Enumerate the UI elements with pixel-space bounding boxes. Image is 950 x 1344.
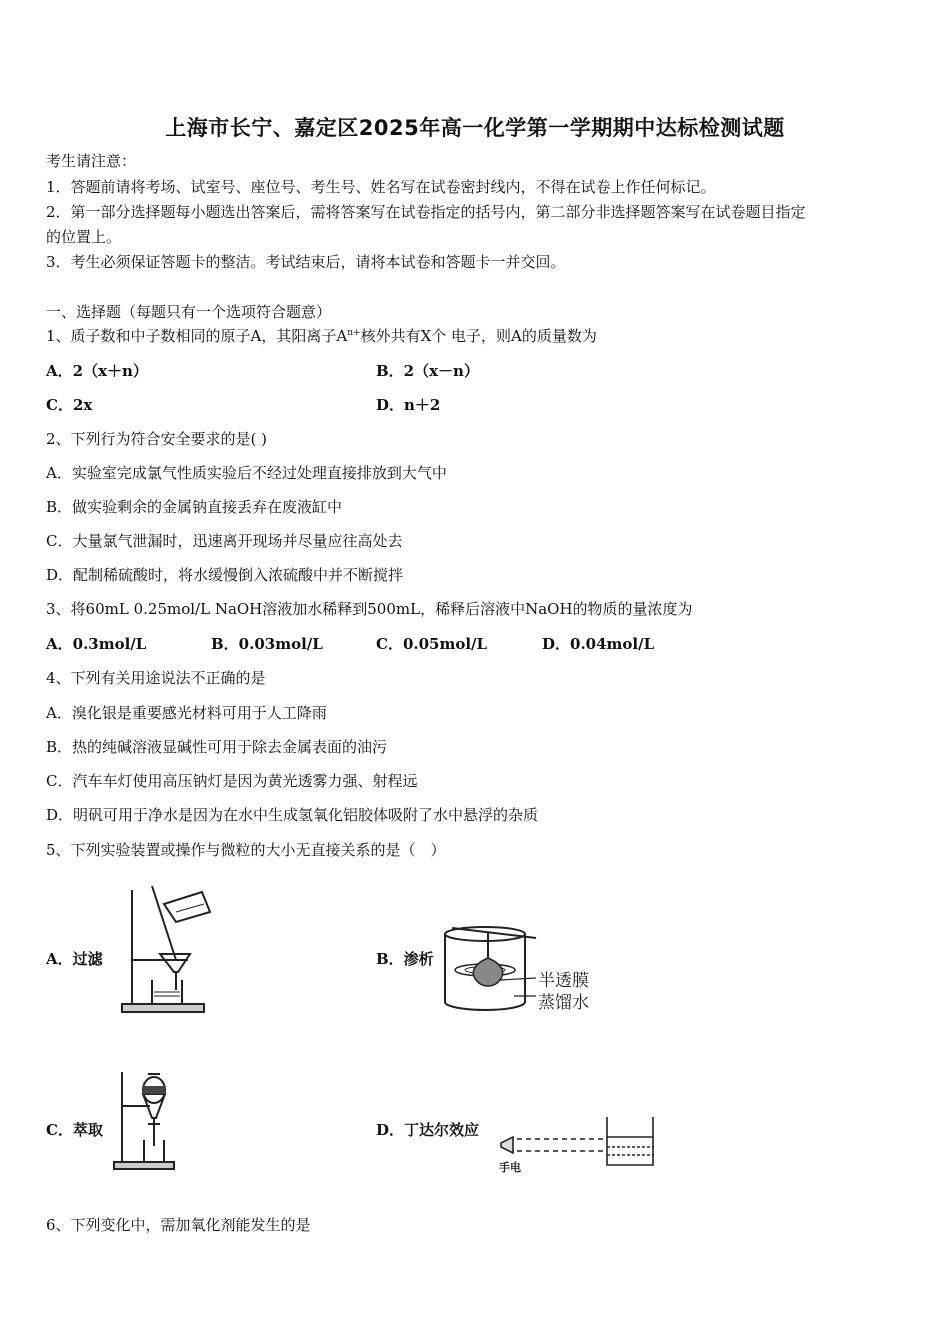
notice-item-2-cont: 的位置上。 [46, 228, 122, 246]
q2-option-d[interactable]: D．配制稀硫酸时，将水缓慢倒入浓硫酸中并不断搅拌 [46, 566, 404, 584]
q3-option-c[interactable]: C．0.05mol/L [376, 635, 488, 653]
question-1-stem [46, 326, 597, 346]
notice-item-2: 2．第一部分选择题每小题选出答案后，需将答案写在试卷指定的括号内，第二部分非选择题答案写在试卷题目指定 [46, 203, 806, 221]
q2-option-a[interactable]: A．实验室完成氯气性质实验后不经过处理直接排放到大气中 [46, 464, 447, 482]
filtration-apparatus-figure [118, 882, 218, 1018]
extraction-apparatus-figure [112, 1066, 182, 1172]
q1-option-d[interactable]: D．n＋2 [376, 396, 441, 414]
q1-option-a[interactable]: A．2（x＋n） [46, 362, 148, 380]
question-2-stem: 2、下列行为符合安全要求的是( ) [46, 430, 268, 448]
notice-item-3: 3．考生必须保证答题卡的整洁。考试结束后，请将本试卷和答题卡一并交回。 [46, 253, 566, 271]
q5-option-d[interactable]: D．丁达尔效应 [376, 1121, 480, 1139]
tyndall-effect-figure [495, 1113, 665, 1177]
q2-option-c[interactable]: C．大量氯气泄漏时，迅速离开现场并尽量应往高处去 [46, 532, 403, 550]
q4-option-b[interactable]: B．热的纯碱溶液显碱性可用于除去金属表面的油污 [46, 738, 388, 756]
question-3-stem: 3、将60mL 0.25mol/L NaOH溶液加水稀释到500mL，稀释后溶液中NaOH的物质的量浓度为 [46, 600, 693, 618]
q3-option-b[interactable]: B．0.03mol/L [211, 635, 323, 653]
q4-option-c[interactable]: C．汽车车灯使用高压钠灯是因为黄光透雾力强、射程远 [46, 772, 418, 790]
q5-option-a[interactable]: A．过滤 [46, 950, 103, 968]
q4-option-a[interactable]: A．溴化银是重要感光材料可用于人工降雨 [46, 704, 327, 722]
q4-option-d[interactable]: D．明矾可用于净水是因为在水中生成氢氧化铝胶体吸附了水中悬浮的杂质 [46, 806, 539, 824]
distilled-water-label: 蒸馏水 [538, 993, 589, 1013]
notice-heading: 考生请注意： [46, 152, 137, 170]
q1-option-c[interactable]: C．2x [46, 396, 93, 414]
section-heading: 一、选择题（每题只有一个选项符合题意） [46, 303, 332, 321]
q3-option-a[interactable]: A．0.3mol/L [46, 635, 147, 653]
question-4-stem: 4、下列有关用途说法不正确的是 [46, 669, 266, 687]
semipermeable-membrane-label: 半透膜 [538, 971, 589, 991]
q1-stem-a: 1、质子数和中子数相同的原子A，其阳离子A [46, 327, 348, 345]
dialysis-apparatus-figure [440, 920, 615, 1020]
q1-option-b[interactable]: B．2（x－n） [376, 362, 479, 380]
q1-stem-b: 核外共有X个 电子，则A的质量数为 [360, 327, 597, 345]
q5-option-b[interactable]: B．渗析 [376, 950, 434, 968]
page-title: 上海市长宁、嘉定区2025年高一化学第一学期期中达标检测试题 [165, 116, 785, 140]
question-6-stem: 6、下列变化中，需加氧化剂能发生的是 [46, 1216, 311, 1234]
q5-option-c[interactable]: C．萃取 [46, 1121, 103, 1139]
q2-option-b[interactable]: B．做实验剩余的金属钠直接丢弃在废液缸中 [46, 498, 343, 516]
flashlight-label: 手电 [499, 1161, 521, 1174]
q3-option-d[interactable]: D．0.04mol/L [542, 635, 655, 653]
question-5-stem: 5、下列实验装置或操作与微粒的大小无直接关系的是（ ） [46, 841, 446, 859]
notice-item-1: 1．答题前请将考场、试室号、座位号、考生号、姓名写在试卷密封线内，不得在试卷上作任何标记。 [46, 178, 716, 196]
q1-stem-sup: n+ [347, 328, 361, 338]
